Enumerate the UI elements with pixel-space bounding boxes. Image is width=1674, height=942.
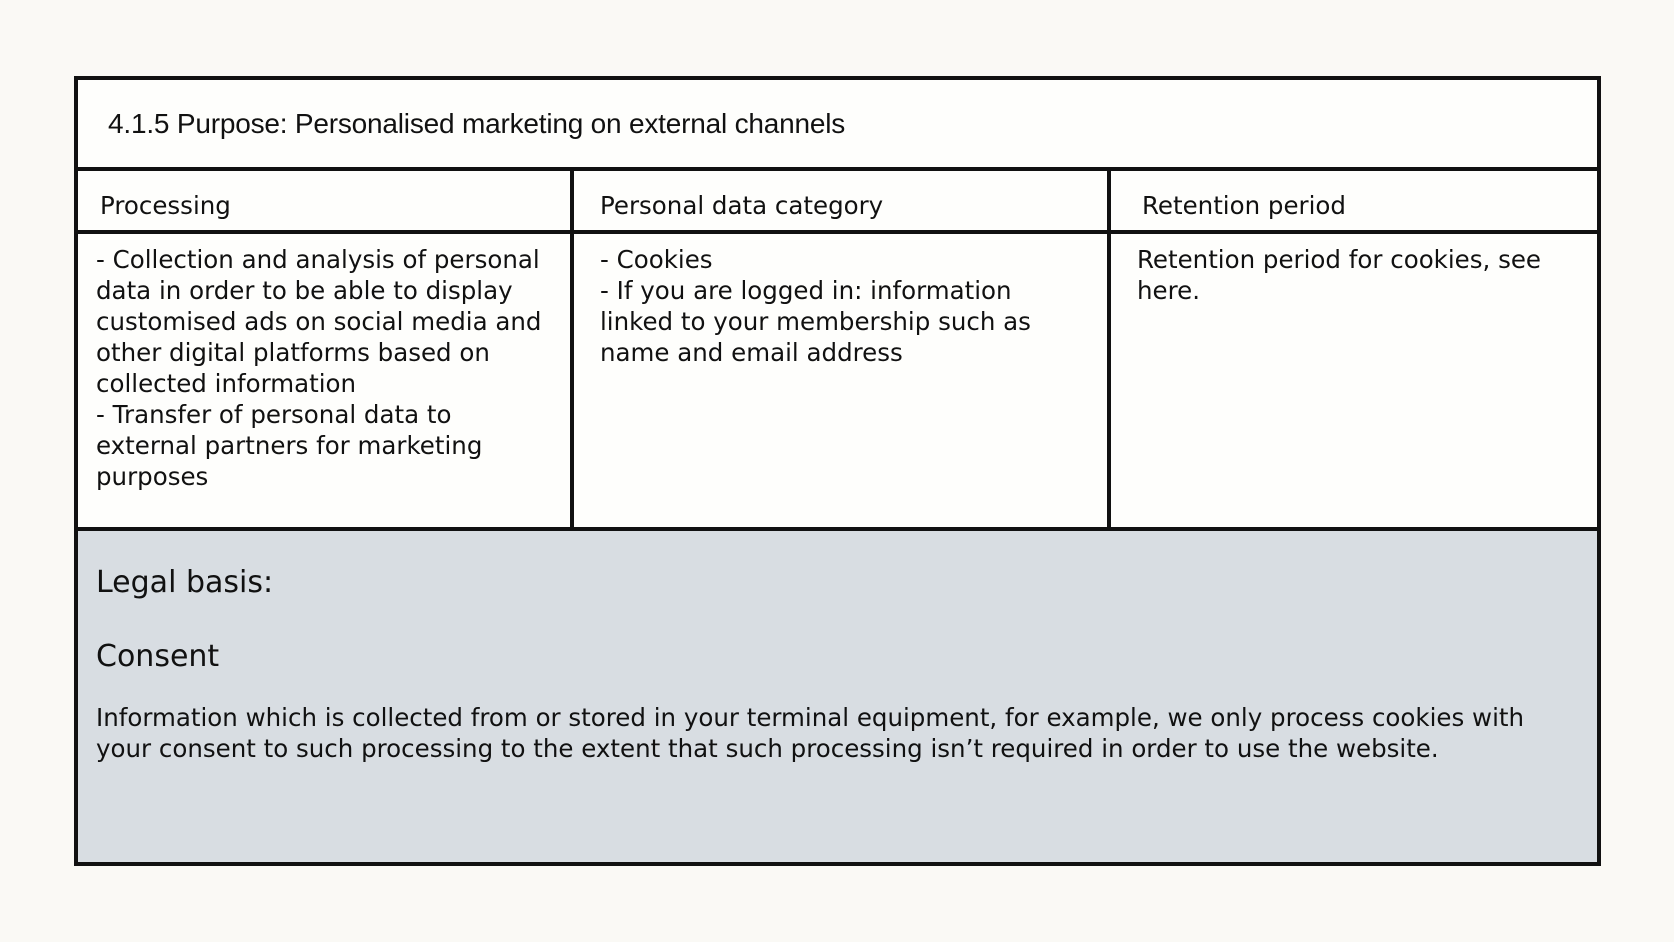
header-cell-retention [1111,171,1597,230]
processing-line: - Collection and analysis of personal [96,245,540,274]
body-row [78,234,1597,531]
consent-heading: Consent [96,639,220,674]
processing-line: other digital platforms based on [96,338,490,367]
cell-processing [78,234,574,527]
category-line: linked to your membership such as [600,307,1031,336]
category-text [600,244,1031,368]
processing-text [96,244,541,492]
consent-line: your consent to such processing to the extent that such processing isn’t required in order to use the website. [96,734,1439,763]
purpose-title: 4.1.5 Purpose: Personalised marketing on external channels [108,108,846,139]
header-row [78,171,1597,234]
retention-line: here. [1137,276,1200,305]
legal-basis-section [78,531,1597,862]
header-processing: Processing [100,191,231,220]
processing-line: collected information [96,369,357,398]
processing-line: external partners for marketing [96,431,483,460]
legal-basis-heading: Legal basis: [96,565,274,600]
processing-line: data in order to be able to display [96,276,513,305]
retention-line: Retention period for cookies, see [1137,245,1541,274]
processing-line: purposes [96,462,209,491]
cell-personal-data-category [574,234,1111,527]
header-cell-processing [78,171,574,230]
processing-line: customised ads on social media and [96,307,542,336]
retention-text [1137,244,1541,306]
title-row [78,80,1597,171]
header-personal-data-category: Personal data category [600,191,884,220]
header-cell-category [574,171,1111,230]
purpose-table [74,76,1601,866]
consent-description [96,702,1524,764]
category-line: - If you are logged in: information [600,276,1012,305]
category-line: - Cookies [600,245,713,274]
consent-line: Information which is collected from or stored in your terminal equipment, for example, we only process cookies with [96,703,1525,732]
header-retention-period: Retention period [1142,191,1346,220]
processing-line: - Transfer of personal data to [96,400,452,429]
cell-retention-period [1111,234,1597,527]
category-line: name and email address [600,338,903,367]
